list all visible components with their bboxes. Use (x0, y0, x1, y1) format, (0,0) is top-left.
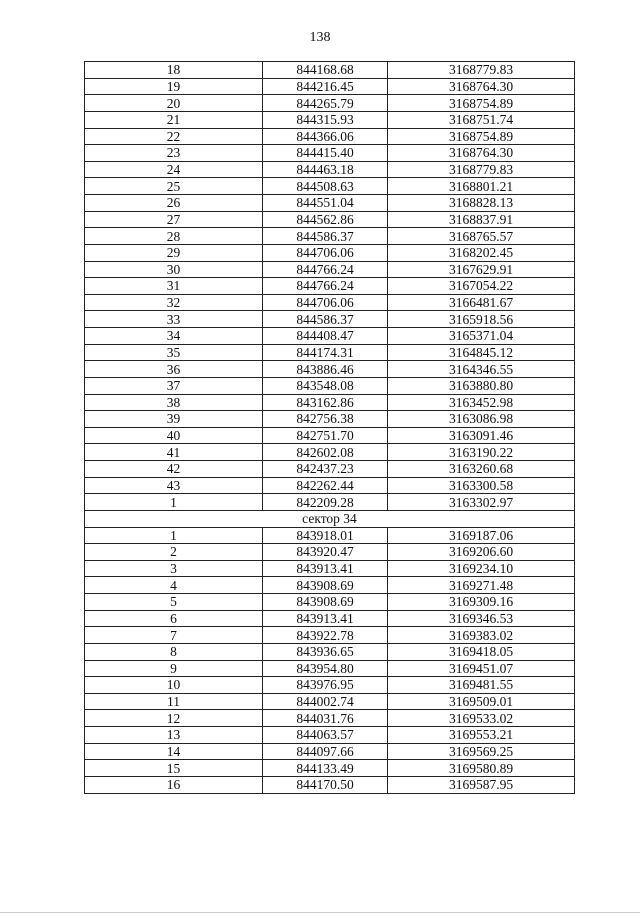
point-number-cell: 15 (85, 760, 263, 777)
x-coordinate-cell: 843548.08 (263, 377, 388, 394)
point-number-cell: 38 (85, 394, 263, 411)
table-row (85, 577, 575, 594)
x-coordinate-cell: 844265.79 (263, 95, 388, 112)
y-coordinate-cell: 3168202.45 (388, 244, 575, 261)
x-coordinate-cell: 843918.01 (263, 527, 388, 544)
y-coordinate-cell: 3168764.30 (388, 78, 575, 95)
point-number-cell: 42 (85, 461, 263, 478)
y-coordinate-cell: 3168828.13 (388, 195, 575, 212)
table-row (85, 95, 575, 112)
x-coordinate-cell: 844706.06 (263, 244, 388, 261)
x-coordinate-cell: 842751.70 (263, 427, 388, 444)
y-coordinate-cell: 3165371.04 (388, 328, 575, 345)
point-number-cell: 11 (85, 693, 263, 710)
table-row (85, 328, 575, 345)
x-coordinate-cell: 843913.41 (263, 560, 388, 577)
x-coordinate-cell: 844168.68 (263, 62, 388, 79)
point-number-cell: 43 (85, 477, 263, 494)
y-coordinate-cell: 3169481.55 (388, 677, 575, 694)
y-coordinate-cell: 3169587.95 (388, 776, 575, 793)
point-number-cell: 27 (85, 211, 263, 228)
point-number-cell: 35 (85, 344, 263, 361)
table-row (85, 411, 575, 428)
x-coordinate-cell: 844706.06 (263, 294, 388, 311)
y-coordinate-cell: 3168751.74 (388, 111, 575, 128)
x-coordinate-cell: 843920.47 (263, 544, 388, 561)
y-coordinate-cell: 3169346.53 (388, 610, 575, 627)
point-number-cell: 16 (85, 776, 263, 793)
table-row (85, 743, 575, 760)
y-coordinate-cell: 3169206.60 (388, 544, 575, 561)
x-coordinate-cell: 844508.63 (263, 178, 388, 195)
y-coordinate-cell: 3168764.30 (388, 145, 575, 162)
y-coordinate-cell: 3163091.46 (388, 427, 575, 444)
x-coordinate-cell: 844463.18 (263, 161, 388, 178)
sector-header-row (85, 510, 575, 527)
x-coordinate-cell: 844408.47 (263, 328, 388, 345)
bottom-divider (0, 912, 640, 913)
point-number-cell: 23 (85, 145, 263, 162)
table-row (85, 610, 575, 627)
table-row (85, 727, 575, 744)
x-coordinate-cell: 843954.80 (263, 660, 388, 677)
table-row (85, 228, 575, 245)
point-number-cell: 14 (85, 743, 263, 760)
sector-label: сектор 34 (85, 510, 575, 527)
point-number-cell: 5 (85, 594, 263, 611)
table-row (85, 760, 575, 777)
point-number-cell: 41 (85, 444, 263, 461)
table-row (85, 461, 575, 478)
table-row (85, 178, 575, 195)
y-coordinate-cell: 3168754.89 (388, 95, 575, 112)
y-coordinate-cell: 3166481.67 (388, 294, 575, 311)
y-coordinate-cell: 3168837.91 (388, 211, 575, 228)
y-coordinate-cell: 3164845.12 (388, 344, 575, 361)
table-row (85, 594, 575, 611)
y-coordinate-cell: 3163300.58 (388, 477, 575, 494)
table-row (85, 776, 575, 793)
point-number-cell: 22 (85, 128, 263, 145)
table-row (85, 361, 575, 378)
table-row (85, 145, 575, 162)
y-coordinate-cell: 3169234.10 (388, 560, 575, 577)
y-coordinate-cell: 3169309.16 (388, 594, 575, 611)
y-coordinate-cell: 3169451.07 (388, 660, 575, 677)
point-number-cell: 39 (85, 411, 263, 428)
x-coordinate-cell: 844766.24 (263, 261, 388, 278)
x-coordinate-cell: 844551.04 (263, 195, 388, 212)
x-coordinate-cell: 844216.45 (263, 78, 388, 95)
point-number-cell: 7 (85, 627, 263, 644)
x-coordinate-cell: 843976.95 (263, 677, 388, 694)
point-number-cell: 37 (85, 377, 263, 394)
y-coordinate-cell: 3169418.05 (388, 643, 575, 660)
x-coordinate-cell: 843922.78 (263, 627, 388, 644)
x-coordinate-cell: 844174.31 (263, 344, 388, 361)
table-row (85, 427, 575, 444)
coordinates-table-body (85, 62, 575, 794)
point-number-cell: 6 (85, 610, 263, 627)
point-number-cell: 18 (85, 62, 263, 79)
point-number-cell: 26 (85, 195, 263, 212)
point-number-cell: 13 (85, 727, 263, 744)
y-coordinate-cell: 3163260.68 (388, 461, 575, 478)
y-coordinate-cell: 3169383.02 (388, 627, 575, 644)
point-number-cell: 40 (85, 427, 263, 444)
x-coordinate-cell: 844586.37 (263, 311, 388, 328)
x-coordinate-cell: 843936.65 (263, 643, 388, 660)
table-row (85, 244, 575, 261)
x-coordinate-cell: 842209.28 (263, 494, 388, 511)
x-coordinate-cell: 842602.08 (263, 444, 388, 461)
point-number-cell: 24 (85, 161, 263, 178)
table-row (85, 660, 575, 677)
x-coordinate-cell: 843908.69 (263, 577, 388, 594)
point-number-cell: 36 (85, 361, 263, 378)
table-row (85, 344, 575, 361)
x-coordinate-cell: 844133.49 (263, 760, 388, 777)
page-number: 138 (309, 30, 331, 45)
table-row (85, 643, 575, 660)
point-number-cell: 20 (85, 95, 263, 112)
point-number-cell: 2 (85, 544, 263, 561)
y-coordinate-cell: 3169533.02 (388, 710, 575, 727)
y-coordinate-cell: 3163302.97 (388, 494, 575, 511)
point-number-cell: 32 (85, 294, 263, 311)
table-row (85, 693, 575, 710)
table-row (85, 710, 575, 727)
table-row (85, 494, 575, 511)
y-coordinate-cell: 3169271.48 (388, 577, 575, 594)
table-row (85, 311, 575, 328)
table-row (85, 211, 575, 228)
point-number-cell: 29 (85, 244, 263, 261)
table-row (85, 527, 575, 544)
table-row (85, 278, 575, 295)
point-number-cell: 1 (85, 527, 263, 544)
x-coordinate-cell: 843886.46 (263, 361, 388, 378)
point-number-cell: 30 (85, 261, 263, 278)
point-number-cell: 12 (85, 710, 263, 727)
point-number-cell: 3 (85, 560, 263, 577)
point-number-cell: 9 (85, 660, 263, 677)
coordinates-table (84, 61, 575, 794)
y-coordinate-cell: 3164346.55 (388, 361, 575, 378)
table-row (85, 677, 575, 694)
x-coordinate-cell: 844315.93 (263, 111, 388, 128)
y-coordinate-cell: 3168779.83 (388, 62, 575, 79)
y-coordinate-cell: 3167054.22 (388, 278, 575, 295)
table-row (85, 161, 575, 178)
point-number-cell: 19 (85, 78, 263, 95)
table-row (85, 544, 575, 561)
x-coordinate-cell: 843913.41 (263, 610, 388, 627)
table-row (85, 78, 575, 95)
table-row (85, 62, 575, 79)
x-coordinate-cell: 843908.69 (263, 594, 388, 611)
table-row (85, 195, 575, 212)
x-coordinate-cell: 844002.74 (263, 693, 388, 710)
table-row (85, 294, 575, 311)
y-coordinate-cell: 3163190.22 (388, 444, 575, 461)
table-row (85, 444, 575, 461)
point-number-cell: 28 (85, 228, 263, 245)
y-coordinate-cell: 3169187.06 (388, 527, 575, 544)
x-coordinate-cell: 844766.24 (263, 278, 388, 295)
x-coordinate-cell: 843162.86 (263, 394, 388, 411)
y-coordinate-cell: 3163880.80 (388, 377, 575, 394)
x-coordinate-cell: 844366.06 (263, 128, 388, 145)
y-coordinate-cell: 3168754.89 (388, 128, 575, 145)
y-coordinate-cell: 3163086.98 (388, 411, 575, 428)
table-row (85, 261, 575, 278)
y-coordinate-cell: 3168801.21 (388, 178, 575, 195)
y-coordinate-cell: 3169509.01 (388, 693, 575, 710)
x-coordinate-cell: 844170.50 (263, 776, 388, 793)
x-coordinate-cell: 844562.86 (263, 211, 388, 228)
table-row (85, 377, 575, 394)
point-number-cell: 1 (85, 494, 263, 511)
x-coordinate-cell: 844063.57 (263, 727, 388, 744)
y-coordinate-cell: 3163452.98 (388, 394, 575, 411)
table-row (85, 477, 575, 494)
x-coordinate-cell: 844031.76 (263, 710, 388, 727)
point-number-cell: 10 (85, 677, 263, 694)
y-coordinate-cell: 3168779.83 (388, 161, 575, 178)
table-row (85, 560, 575, 577)
point-number-cell: 34 (85, 328, 263, 345)
table-row (85, 394, 575, 411)
point-number-cell: 31 (85, 278, 263, 295)
y-coordinate-cell: 3169569.25 (388, 743, 575, 760)
table-row (85, 111, 575, 128)
x-coordinate-cell: 842437.23 (263, 461, 388, 478)
x-coordinate-cell: 844586.37 (263, 228, 388, 245)
table-row (85, 128, 575, 145)
x-coordinate-cell: 844097.66 (263, 743, 388, 760)
y-coordinate-cell: 3169553.21 (388, 727, 575, 744)
x-coordinate-cell: 844415.40 (263, 145, 388, 162)
y-coordinate-cell: 3165918.56 (388, 311, 575, 328)
y-coordinate-cell: 3167629.91 (388, 261, 575, 278)
x-coordinate-cell: 842756.38 (263, 411, 388, 428)
y-coordinate-cell: 3169580.89 (388, 760, 575, 777)
point-number-cell: 25 (85, 178, 263, 195)
table-row (85, 627, 575, 644)
x-coordinate-cell: 842262.44 (263, 477, 388, 494)
y-coordinate-cell: 3168765.57 (388, 228, 575, 245)
point-number-cell: 8 (85, 643, 263, 660)
point-number-cell: 33 (85, 311, 263, 328)
point-number-cell: 21 (85, 111, 263, 128)
point-number-cell: 4 (85, 577, 263, 594)
